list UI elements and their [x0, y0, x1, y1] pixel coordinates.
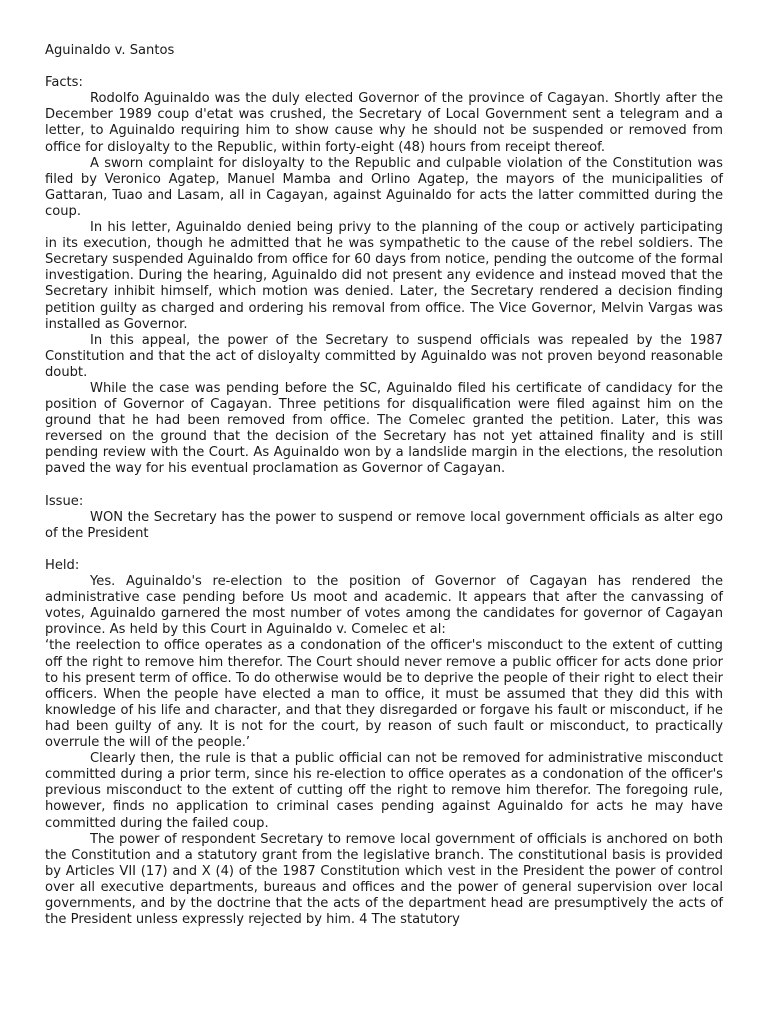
issue-paragraph: WON the Secretary has the power to suspend or remove local government officials as alter ego of the President [45, 509, 723, 541]
section-spacer [45, 478, 723, 494]
facts-heading: Facts: [45, 75, 83, 91]
held-paragraph-2: Clearly then, the rule is that a public official can not be removed for administrative misconduct committed during a prior term, since his re-election to office operates as a condonation of the officer's previous misconduct to the extent of cutting off the right to remove him therefor. The foregoing rule, however, finds no application to criminal cases pending against Aguinaldo for acts he may have committed during the failed coup. [45, 751, 723, 831]
held-quote: ‘the reelection to office operates as a condonation of the officer's misconduct to the extent of cutting off the right to remove him therefor. The Court should never remove a public officer for acts done prior to his present term of office. To do otherwise would be to deprive the people of their right to elect their officers. When the people have elected a man to office, it must be assumed that they did this with knowledge of his life and character, and that they disregarded or forgave his fault or misconduct, if he had been guilty of any. It is not for the court, by reason of such fault or misconduct, to practically overrule the will of the people.’ [45, 638, 723, 751]
issue-heading: Issue: [45, 493, 84, 509]
document-page [45, 43, 723, 928]
held-paragraph-3: The power of respondent Secretary to remove local government of officials is anchored on both the Constitution and a statutory grant from the legislative branch. The constitutional basis is provided by Articles VII (17) and X (4) of the 1987 Constitution which vest in the President the power of control over all executive departments, bureaus and offices and the power of general supervision over local governments, and by the doctrine that the acts of the department head are presumptively the acts of the President unless expressly rejected by him. 4 The statutory [45, 831, 723, 928]
facts-paragraph-5: While the case was pending before the SC, Aguinaldo filed his certificate of candidacy for the position of Governor of Cagayan. Three petitions for disqualification were filed against him on the ground that he had been removed from office. The Comelec granted the petition. Later, this was reversed on the ground that the decision of the Secretary has not yet attained finality and is still pending review with the Court. As Aguinaldo won by a landslide margin in the elections, the resolution paved the way for his eventual proclamation as Governor of Cagayan. [45, 380, 723, 477]
section-spacer [45, 542, 723, 558]
facts-paragraph-2: A sworn complaint for disloyalty to the Republic and culpable violation of the Constitution was filed by Veronico Agatep, Manuel Mamba and Orlino Agatep, the mayors of the municipalities of Gattaran, Tuao and Lasam, all in Cagayan, against Aguinaldo for acts the latter committed during the coup. [45, 155, 723, 219]
facts-paragraph-1: Rodolfo Aguinaldo was the duly elected Governor of the province of Cagayan. Shortly after the December 1989 coup d'etat was crushed, the Secretary of Local Government sent a telegram and a letter, to Aguinaldo requiring him to show cause why he should not be suspended or removed from office for disloyalty to the Republic, within forty-eight (48) hours from receipt thereof. [45, 91, 723, 155]
facts-paragraph-3: In his letter, Aguinaldo denied being privy to the planning of the coup or actively participating in its execution, though he admitted that he was sympathetic to the cause of the rebel soldiers. The Secretary suspended Aguinaldo from office for 60 days from notice, pending the outcome of the formal investigation. During the hearing, Aguinaldo did not present any evidence and instead moved that the Secretary inhibit himself, which motion was denied. Later, the Secretary rendered a decision finding petition guilty as charged and ordering his removal from office. The Vice Governor, Melvin Vargas was installed as Governor. [45, 220, 723, 332]
held-paragraph-1: Yes. Aguinaldo's re-election to the position of Governor of Cagayan has rendered the administrative case pending before Us moot and academic. It appears that after the canvassing of votes, Aguinaldo garnered the most number of votes among the candidates for governor of Cagayan province. As held by this Court in Aguinaldo v. Comelec et al: [45, 574, 723, 638]
facts-paragraph-4: In this appeal, the power of the Secretary to suspend officials was repealed by the 1987 Constitution and that the act of disloyalty committed by Aguinaldo was not proven beyond reasonable doubt. [45, 332, 723, 380]
case-title: Aguinaldo v. Santos [45, 43, 175, 58]
held-heading: Held: [45, 558, 80, 573]
